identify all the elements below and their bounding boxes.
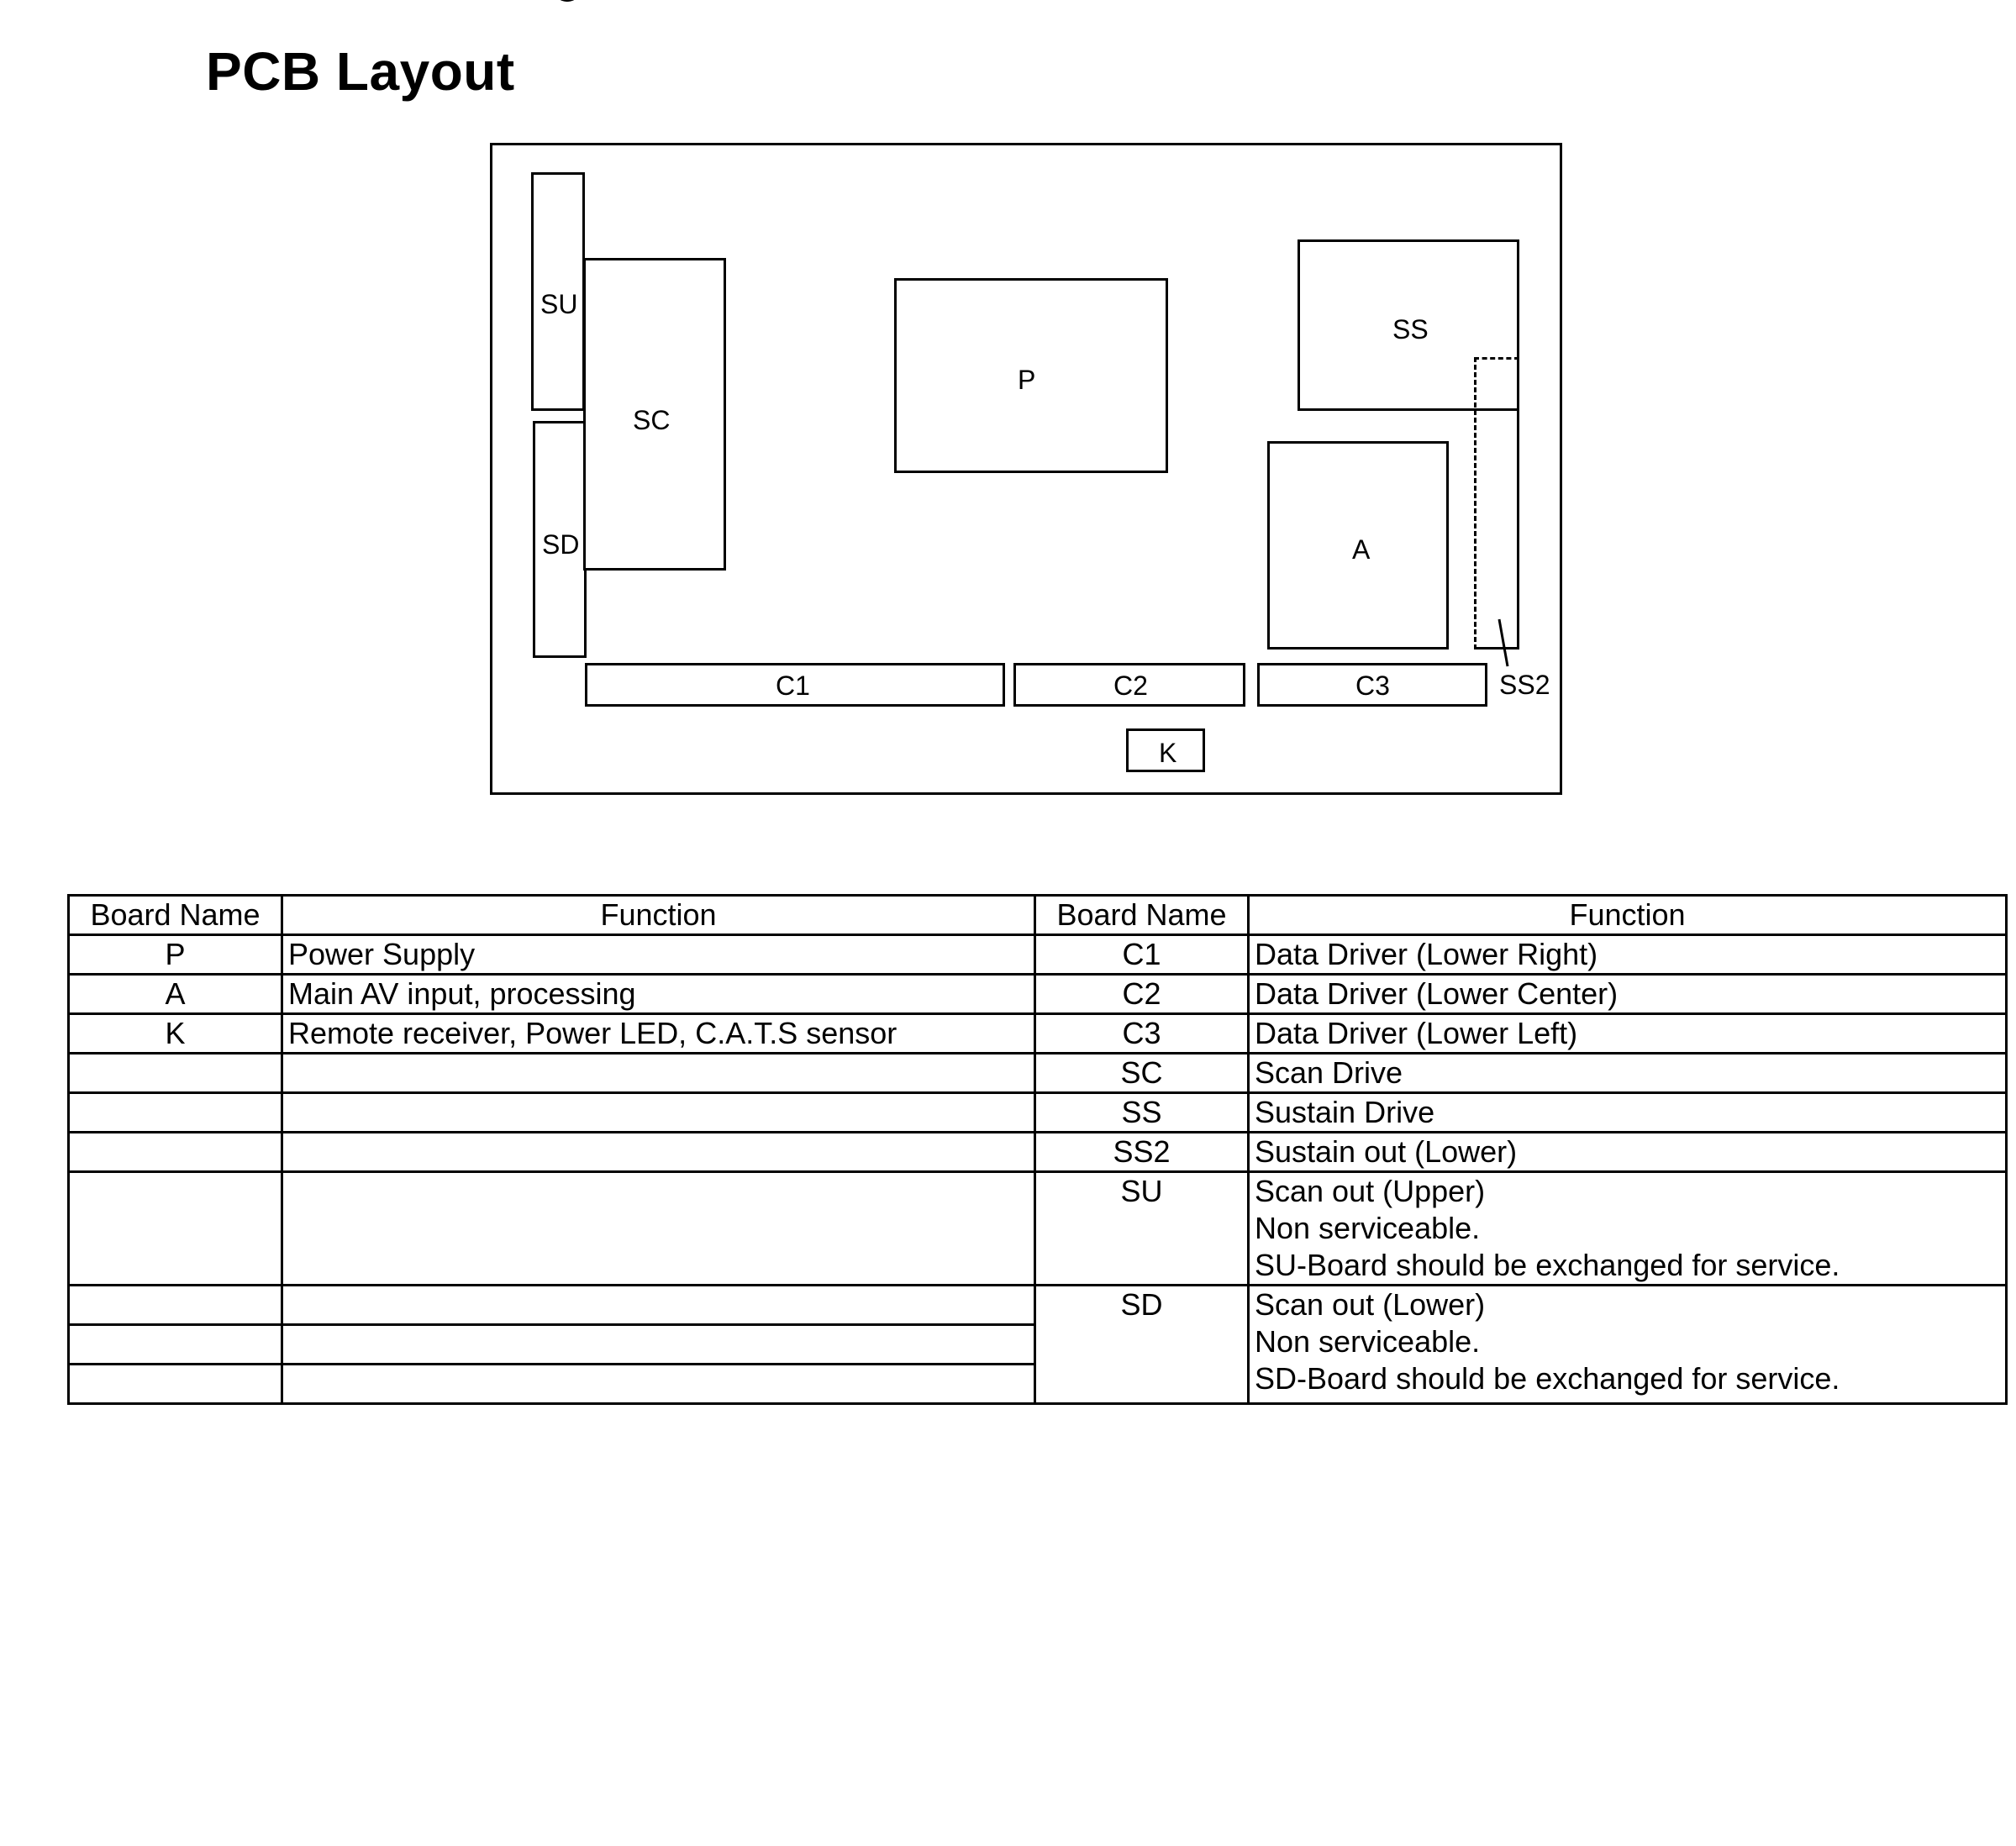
left-board-function-empty — [282, 1133, 1035, 1172]
left-board-name: P — [69, 935, 282, 975]
table-row — [69, 975, 2007, 1014]
left-board-name-empty — [69, 1093, 282, 1133]
left-board-name-empty — [69, 1172, 282, 1286]
right-board-function: Data Driver (Lower Right) — [1249, 935, 2007, 975]
board-c1 — [585, 663, 1005, 707]
board-k-label: K — [1159, 738, 1177, 768]
right-board-name: C3 — [1035, 1014, 1249, 1054]
right-board-function: Sustain out (Lower) — [1249, 1133, 2007, 1172]
right-board-name: SC — [1035, 1054, 1249, 1093]
function-line: Non serviceable. — [1255, 1211, 1481, 1245]
board-function-table — [67, 894, 2008, 1405]
ss2-leader-line — [1498, 618, 1514, 670]
table-row — [69, 1054, 2007, 1093]
page-title: PCB Layout — [206, 41, 515, 102]
header-fragment — [555, 0, 580, 2]
function-line: Non serviceable. — [1255, 1324, 1481, 1359]
board-ss2 — [1474, 357, 1519, 650]
board-function-table-wrap — [67, 894, 2008, 1405]
right-board-name: SU — [1035, 1172, 1249, 1286]
function-line: Scan out (Upper) — [1255, 1174, 1486, 1208]
board-su-label: SU — [540, 289, 578, 319]
board-c3 — [1257, 663, 1487, 707]
board-sd-label: SD — [542, 529, 580, 560]
board-ss-label: SS — [1392, 314, 1429, 344]
board-p — [894, 278, 1168, 473]
board-c2-label: C2 — [1113, 671, 1148, 701]
left-board-name-empty — [69, 1054, 282, 1093]
board-sc — [583, 258, 726, 571]
left-board-function-empty — [282, 1325, 1035, 1365]
table-row — [69, 1172, 2007, 1286]
pcb-layout-diagram — [490, 143, 1562, 795]
right-board-function — [1249, 1286, 2007, 1404]
left-board-function-empty — [282, 1286, 1035, 1325]
function-line: SD-Board should be exchanged for service. — [1255, 1361, 1840, 1396]
left-board-function-empty — [282, 1054, 1035, 1093]
table-row — [69, 1133, 2007, 1172]
board-sc-label: SC — [633, 405, 671, 435]
table-row — [69, 1014, 2007, 1054]
board-c2 — [1013, 663, 1245, 707]
left-board-name-empty — [69, 1325, 282, 1365]
left-board-name: K — [69, 1014, 282, 1054]
right-board-name: C1 — [1035, 935, 1249, 975]
board-k — [1126, 728, 1205, 772]
table-row — [69, 1093, 2007, 1133]
right-board-function: Data Driver (Lower Center) — [1249, 975, 2007, 1014]
left-board-function-empty — [282, 1172, 1035, 1286]
left-board-name: A — [69, 975, 282, 1014]
board-a — [1267, 441, 1449, 650]
function-line: SU-Board should be exchanged for service. — [1255, 1248, 1840, 1282]
left-board-function: Remote receiver, Power LED, C.A.T.S sensor — [282, 1014, 1035, 1054]
left-board-function: Main AV input, processing — [282, 975, 1035, 1014]
right-board-function: Scan Drive — [1249, 1054, 2007, 1093]
table-header-row — [69, 896, 2007, 935]
header-function-left: Function — [282, 896, 1035, 935]
left-board-function-empty — [282, 1093, 1035, 1133]
right-board-function: Data Driver (Lower Left) — [1249, 1014, 2007, 1054]
board-su — [531, 172, 585, 411]
right-board-name: C2 — [1035, 975, 1249, 1014]
left-board-name-empty — [69, 1286, 282, 1325]
board-p-label: P — [1018, 365, 1036, 395]
header-function-right: Function — [1249, 896, 2007, 935]
board-a-label: A — [1352, 534, 1371, 565]
right-board-name: SD — [1035, 1286, 1249, 1404]
right-board-name: SS — [1035, 1093, 1249, 1133]
board-ss2-label: SS2 — [1499, 670, 1550, 700]
function-line: Scan out (Lower) — [1255, 1287, 1486, 1322]
left-board-name-empty — [69, 1365, 282, 1404]
left-board-function-empty — [282, 1365, 1035, 1404]
board-c3-label: C3 — [1355, 671, 1390, 701]
left-board-function: Power Supply — [282, 935, 1035, 975]
table-row — [69, 1286, 2007, 1325]
table-row — [69, 935, 2007, 975]
board-c1-label: C1 — [776, 671, 810, 701]
left-board-name-empty — [69, 1133, 282, 1172]
right-board-name: SS2 — [1035, 1133, 1249, 1172]
right-board-function: Sustain Drive — [1249, 1093, 2007, 1133]
right-board-function — [1249, 1172, 2007, 1286]
board-sd — [533, 421, 587, 658]
header-board-name-left: Board Name — [69, 896, 282, 935]
header-board-name-right: Board Name — [1035, 896, 1249, 935]
